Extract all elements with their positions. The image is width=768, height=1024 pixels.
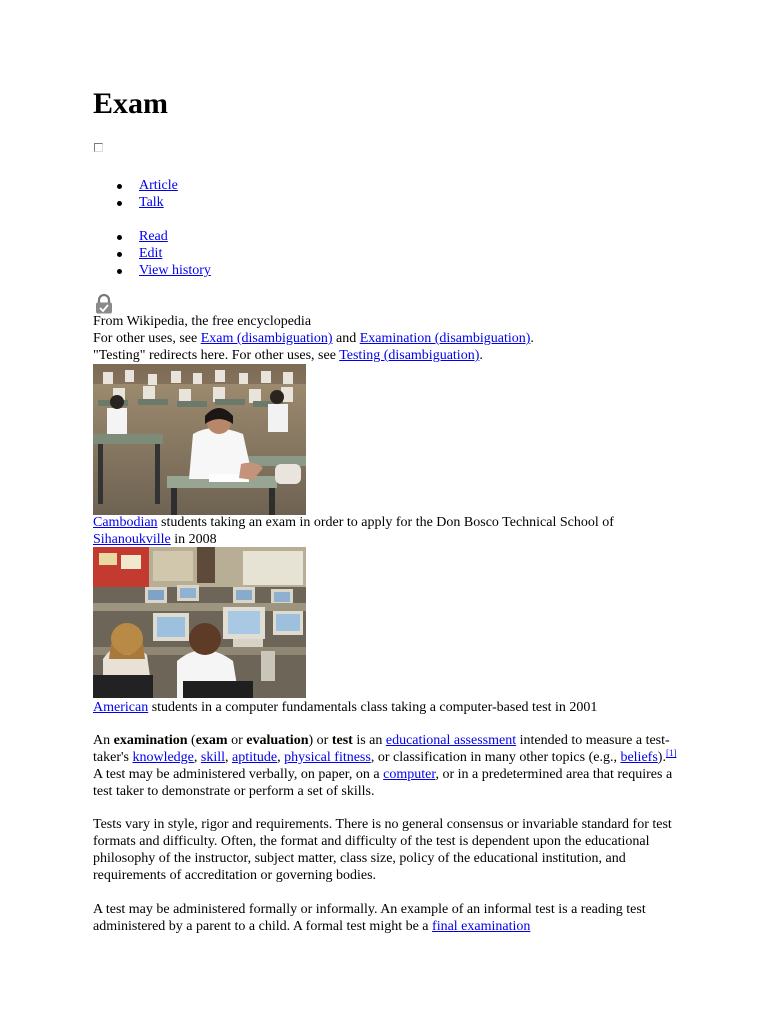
tab-article-link[interactable]: Article [139, 178, 178, 193]
term-evaluation: evaluation [246, 733, 309, 748]
american-students-photo[interactable] [93, 547, 306, 698]
caption-text: students in a computer fundamentals class taking a computer-based test in 2001 [148, 700, 598, 715]
final-examination-link[interactable]: final examination [432, 919, 531, 934]
formats-paragraph: Tests vary in style, rigor and requirements. There is no general consensus or invariable standard for test formats and difficulty. Often, the format and difficulty of the test is dependent upon the educational philosophy of the instructor, subject matter, class size, policy of the educational institution, and requirements of accreditation or governing bodies. [93, 817, 672, 883]
hatnote-text: "Testing" redirects here. For other uses, see [93, 348, 340, 363]
para-text: is an [352, 733, 386, 748]
para-text: , [193, 750, 201, 765]
intro-paragraph [93, 732, 683, 800]
tagline: From Wikipedia, the free encyclopedia [93, 314, 312, 329]
hatnote-testing [93, 347, 693, 364]
aptitude-link[interactable]: aptitude [232, 750, 278, 765]
physical-fitness-link[interactable]: physical fitness [284, 750, 371, 765]
para-text: An [93, 733, 114, 748]
para-text: ) or [308, 733, 332, 748]
cambodian-link[interactable]: Cambodian [93, 515, 158, 530]
para-text: , [225, 750, 233, 765]
hatnote-text: . [530, 331, 534, 346]
menu-toggle-checkbox[interactable] [94, 143, 103, 152]
tab-read [93, 228, 211, 245]
american-link[interactable]: American [93, 700, 149, 715]
para-text: ( [187, 733, 196, 748]
para-text: , [277, 750, 285, 765]
hatnote-text: . [479, 348, 483, 363]
formal-informal-paragraph [93, 901, 683, 935]
term-examination: examination [113, 733, 188, 748]
view-tabs [93, 228, 211, 279]
tab-talk-link[interactable]: Talk [139, 195, 164, 210]
caption-american [93, 699, 693, 716]
caption-cambodian-line2 [93, 531, 693, 548]
para-text: , or in a predetermined area that requires a test taker to demonstrate or perform a set of skills. [93, 767, 673, 799]
cambodian-students-photo[interactable] [93, 364, 306, 515]
exam-disambiguation-link[interactable]: Exam (disambiguation) [200, 331, 333, 346]
protection-lock-icon[interactable] [95, 294, 113, 314]
para-text: , or classification in many other topics (e.g., [370, 750, 621, 765]
page-title: Exam [93, 87, 168, 120]
computer-link[interactable]: computer [383, 767, 436, 782]
skill-link[interactable]: skill [200, 750, 226, 765]
tab-talk [93, 194, 178, 211]
para-text: A test may be administered formally or informally. An example of an informal test is a reading test administered by a parent to a child. A formal test might be a [93, 902, 646, 934]
reference-1-link[interactable]: [1] [665, 748, 677, 758]
para-text: intended to measure a test-taker's [93, 733, 670, 765]
sihanoukville-link[interactable]: Sihanoukville [93, 532, 171, 547]
term-test: test [331, 733, 353, 748]
para-text: A test may be administered verbally, on paper, on a [93, 767, 384, 782]
hatnote-text: For other uses, see [93, 331, 201, 346]
examination-disambiguation-link[interactable]: Examination (disambiguation) [359, 331, 531, 346]
tab-edit-link[interactable]: Edit [139, 246, 163, 261]
educational-assessment-link[interactable]: educational assessment [385, 733, 517, 748]
caption-text: students taking an exam in order to apply for the Don Bosco Technical School of [157, 515, 614, 530]
caption-text: in 2008 [170, 532, 217, 547]
para-text: ). [657, 750, 666, 765]
caption-cambodian [93, 514, 693, 531]
para-text: or [227, 733, 247, 748]
knowledge-link[interactable]: knowledge [132, 750, 194, 765]
term-exam: exam [195, 733, 228, 748]
tab-edit [93, 245, 211, 262]
tab-view-history [93, 262, 211, 279]
namespace-tabs [93, 177, 178, 211]
hatnote-text: and [332, 331, 360, 346]
tab-read-link[interactable]: Read [139, 229, 168, 244]
tab-article [93, 177, 178, 194]
beliefs-link[interactable]: beliefs [620, 750, 658, 765]
tab-view-history-link[interactable]: View history [139, 263, 211, 278]
hatnote-other-uses [93, 330, 693, 347]
testing-disambiguation-link[interactable]: Testing (disambiguation) [339, 348, 480, 363]
